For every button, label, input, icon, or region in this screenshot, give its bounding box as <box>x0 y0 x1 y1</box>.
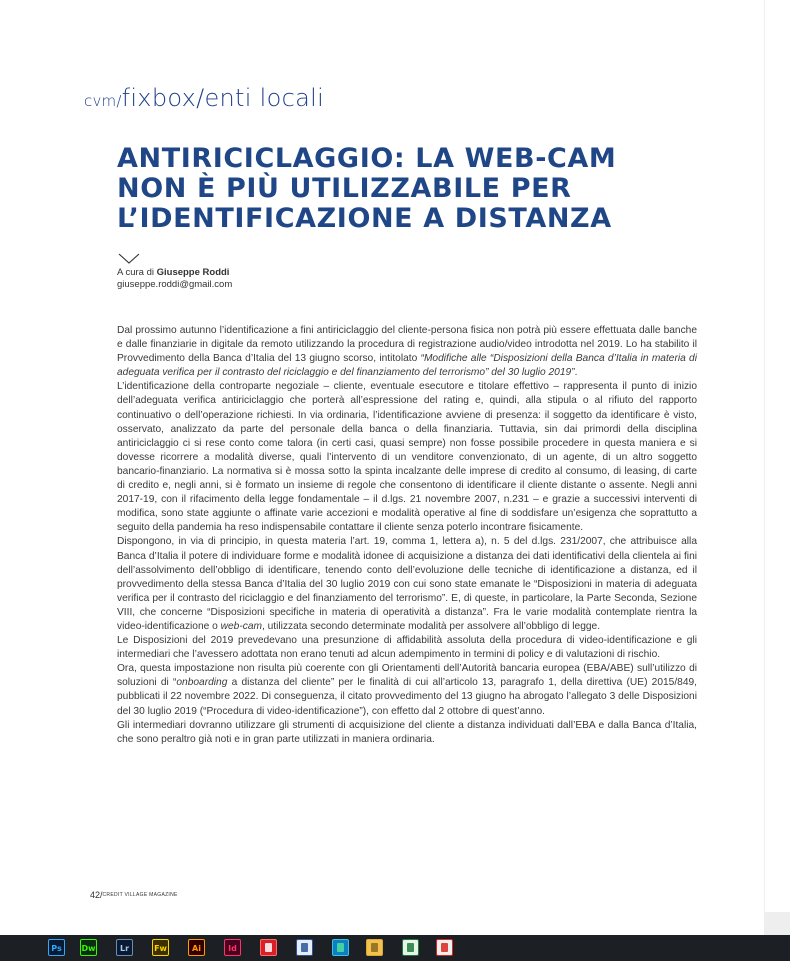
scrollbar-corner <box>764 912 790 935</box>
paragraph-text: Dal prossimo autunno l’identificazione a fini antiriciclaggio del cliente-persona fisica non potrà più essere effettuata dalle banche e dalle finanziarie in digitale da remoto utilizzando la procedura di registrazione audio/video introdotta nel 2019. Lo ha stabilito il Provvedimento della Banca d’Italia del 13 giugno scorso, intitolato <box>117 325 697 365</box>
byline-prefix: A cura di <box>117 267 157 278</box>
title-line: L’IDENTIFICAZIONE A DISTANZA <box>117 203 612 234</box>
section-header <box>84 84 324 112</box>
photoshop-icon[interactable]: Ps <box>48 939 65 956</box>
paragraph-text: Dispongono, in via di principio, in questa materia l’art. 19, comma 1, lettera a), n. 5 del d.lgs. 231/2007, che attribuisce alla Banca d’Italia il potere di individuare forme e modalità idonee di acquisizione a distanza dei dati identificativi della clientela ai fini dell’assolvimento dell’obbligo di identificare, tenendo conto dell’evoluzione delle tecniche di identificazione a distanza, ed il provvedimento della stessa Banca d’Italia del 30 luglio 2019 con cui sono state emanate le “Disposizioni in materia di adeguata verifica per il contrasto del riciclaggio e del finanziamento del terrorismo”. E, di queste, in particolare, la Parte Seconda, Sezione VIII, che concerne “Disposizioni specifiche in materia di operatività a distanza”. Fra le varie modalità contemplate rientra la video-identificazione o <box>117 536 697 632</box>
paragraph-text: , utilizzata secondo determinate modalità per assolvere all’obbligo di legge. <box>261 620 601 632</box>
paragraph-italic: web-cam <box>220 620 262 632</box>
taskbar <box>0 935 790 961</box>
page-number: 42/ <box>90 890 103 900</box>
vertical-scrollbar[interactable] <box>764 0 790 935</box>
illustrator-icon[interactable]: Ai <box>188 939 205 956</box>
author-email: giuseppe.roddi@gmail.com <box>117 279 233 290</box>
paragraph-text: Ora, questa impostazione non risulta più coerente con gli Orientamenti dell’Autorità bancaria europea (EBA/ABE) sull’utilizzo di soluzioni di “ <box>117 663 697 689</box>
creative-cloud-icon[interactable] <box>260 939 277 956</box>
paragraph-italic: onboarding <box>176 677 228 689</box>
fireworks-icon[interactable]: Fw <box>152 939 169 956</box>
chevron-down-icon <box>118 253 140 265</box>
article-body <box>117 324 697 747</box>
magazine-name: CREDIT VILLAGE MAGAZINE <box>102 892 178 898</box>
author-name: Giuseppe Roddi <box>156 267 230 278</box>
pdf-reader-icon[interactable] <box>436 939 453 956</box>
indesign-icon[interactable]: Id <box>224 939 241 956</box>
article-title <box>117 144 717 234</box>
paragraph <box>117 535 697 634</box>
byline <box>117 267 232 291</box>
lightroom-icon[interactable]: Lr <box>116 939 133 956</box>
paragraph <box>117 662 697 718</box>
paragraph: Gli intermediari dovranno utilizzare gli strumenti di acquisizione del cliente a distanza individuati dall’EBA e dalla Banca d’Italia, che sono peraltro già noti e in gran parte utilizzati in maniera ordinaria. <box>117 719 697 745</box>
spreadsheet-icon[interactable] <box>402 939 419 956</box>
paragraph-text: . <box>574 367 578 379</box>
section-prefix: cvm/ <box>84 92 122 110</box>
title-line: ANTIRICICLAGGIO: LA WEB-CAM <box>117 143 617 174</box>
file-explorer-icon[interactable] <box>366 939 383 956</box>
paragraph: L’identificazione della controparte negoziale – cliente, eventuale esecutore e titolare effettivo – rappresenta il punto di inizio dell’adeguata verifica antiriciclaggio che porterà all’espressione del rating e, quindi, alla stipula o al rifiuto del rapporto continuativo o dell’operazione richiesti. In via ordinaria, l’identificazione avviene di presenza: il soggetto da identificare è visto, osservato, analizzato da parte del personale della banca o della finanziaria. Tuttavia, sin dai primordi della disciplina antiriciclaggio ci si rese conto come talora (in certi casi, quasi sempre) non fosse possibile procedere in questa maniera e si dovesse ricorrere a modalità diverse, quali l’intervento di un venditore convenzionato, di un agente, di un altro soggetto bancario-finanziario. La normativa si è mossa sotto la spinta incalzante delle imprese di credito al consumo, di leasing, di carte di credito e, negli anni, si è formato un insieme di regole che consentono di identificare il cliente distante o assente. Negli anni 2017-19, con il rifacimento della legge fondamentale – il d.lgs. 21 novembre 2007, n.231 – e grazie a successivi interventi di modifica, sono state aggiunte o affinate varie accezioni e modalità operative al fine di soddisfare un’esigenza che soprattutto a seguito della pandemia ha reso indispensabile contattare il cliente senza poterlo incontrare fisicamente. <box>117 381 697 534</box>
section-path: fixbox/enti locali <box>121 84 325 112</box>
paragraph-text: a distanza del cliente” per le finalità di cui all’articolo 13, paragrafo 1, della direttiva (UE) 2015/849, pubblicati il 22 novembre 2022. Di conseguenza, il citato provvedimento del 13 giugno ha abrogato l’allegato 3 delle Disposizioni del 30 luglio 2019 (“Procedura di video-identificazione”), con effetto dal 2 ottobre di quest’anno. <box>117 677 697 717</box>
title-line: NON È PIÙ UTILIZZABILE PER <box>117 173 572 204</box>
edge-browser-icon[interactable] <box>332 939 349 956</box>
paragraph: Le Disposizioni del 2019 prevedevano una presunzione di affidabilità assoluta della procedura di video-identificazione e gli intermediari che l’avessero adottata non erano tenuti ad alcun adempimento in termini di policy e di valutazioni di rischio. <box>117 635 697 661</box>
word-document-icon[interactable] <box>296 939 313 956</box>
paragraph-italic: “Modifiche alle “Disposizioni della Banca d’Italia in materia di adeguata verifica per il contrasto del riciclaggio e del finanziamento del terrorismo” del 30 luglio 2019” <box>117 353 697 379</box>
dreamweaver-icon[interactable]: Dw <box>80 939 97 956</box>
paragraph <box>117 324 697 380</box>
page-folio <box>90 890 178 900</box>
